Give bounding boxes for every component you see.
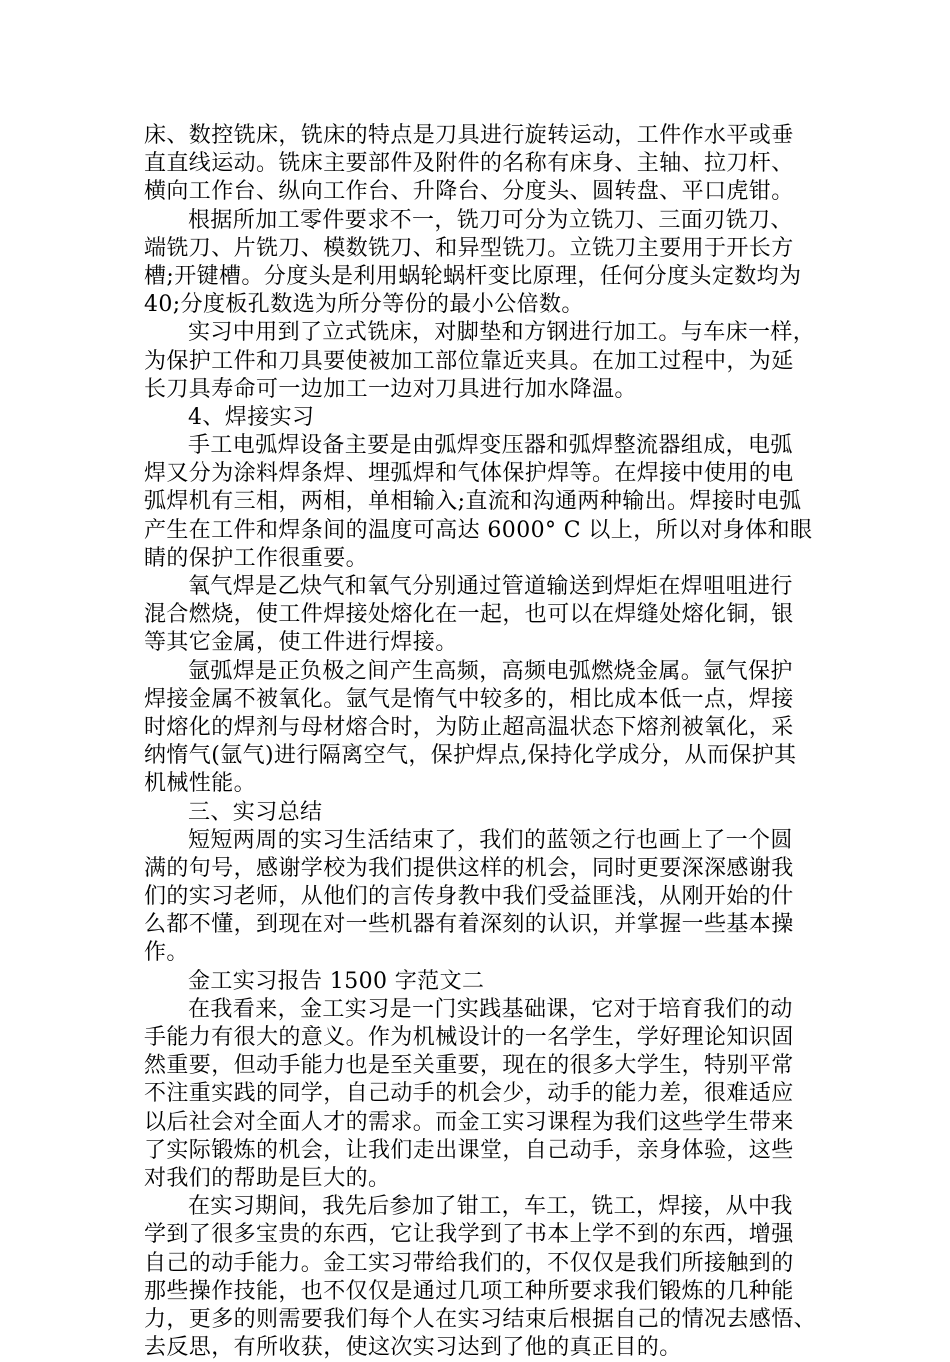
- text-line: 时熔化的焊剂与母材熔合时，为防止超高温状态下熔剂被氧化，采: [144, 714, 794, 740]
- text-line: 对我们的帮助是巨大的。: [144, 1165, 391, 1191]
- text-line: 氩弧焊是正负极之间产生高频，高频电弧燃烧金属。氩气保护: [188, 658, 793, 684]
- text-line: 手工电弧焊设备主要是由弧焊变压器和弧焊整流器组成，电弧: [188, 433, 793, 459]
- text-line: 三、实习总结: [188, 799, 323, 825]
- text-line: 等其它金属，使工件进行焊接。: [144, 630, 458, 656]
- text-line: 了实际锻炼的机会，让我们走出课堂，自己动手，亲身体验，这些: [144, 1137, 794, 1163]
- text-line: 长刀具寿命可一边加工一边对刀具进行加水降温。: [144, 376, 637, 402]
- text-line: 直直线运动。铣床主要部件及附件的名称有床身、主轴、拉刀杆、: [144, 151, 794, 177]
- text-line: 在实习期间，我先后参加了钳工，车工，铣工，焊接，从中我: [188, 1194, 793, 1220]
- text-line: 满的句号，感谢学校为我们提供这样的机会，同时更要深深感谢我: [144, 855, 794, 881]
- text-line: 40;分度板孔数选为所分等份的最小公倍数。: [144, 292, 584, 318]
- text-line: 在我看来，金工实习是一门实践基础课，它对于培育我们的动: [188, 996, 793, 1022]
- text-line: 那些操作技能，也不仅仅是通过几项工种所要求我们锻炼的几种能: [144, 1278, 794, 1304]
- text-line: 作。: [144, 940, 189, 966]
- text-line: 实习中用到了立式铣床，对脚垫和方钢进行加工。与车床一样，: [188, 320, 816, 346]
- text-line: 么都不懂，到现在对一些机器有着深刻的认识，并掌握一些基本操: [144, 912, 794, 938]
- text-line: 学到了很多宝贵的东西，它让我学到了书本上学不到的东西，增强: [144, 1222, 794, 1248]
- text-line: 机械性能。: [144, 771, 257, 797]
- text-line: 氧气焊是乙炔气和氧气分别通过管道输送到焊炬在焊咀咀进行: [188, 574, 793, 599]
- text-line: 力，更多的则需要我们每个人在实习结束后根据自己的情况去感悟、: [144, 1306, 817, 1332]
- text-line: 然重要，但动手能力也是至关重要，现在的很多大学生，特别平常: [144, 1053, 794, 1079]
- text-line: 以后社会对全面人才的需求。而金工实习课程为我们这些学生带来: [144, 1109, 794, 1135]
- text-line: 混合燃烧，使工件焊接处熔化在一起，也可以在焊缝处熔化铜，银: [144, 602, 794, 628]
- text-line: 去反思，有所收获，使这次实习达到了他的真正目的。: [144, 1335, 682, 1361]
- text-line: 自己的动手能力。金工实习带给我们的，不仅仅是我们所接触到的: [144, 1250, 794, 1276]
- text-line: 金工实习报告 1500 字范文二: [188, 968, 485, 994]
- text-line: 们的实习老师，从他们的言传身教中我们受益匪浅，从刚开始的什: [144, 884, 794, 910]
- text-line: 槽;开键槽。分度头是利用蜗轮蜗杆变比原理，任何分度头定数均为: [144, 263, 802, 289]
- text-line: 床、数控铣床，铣床的特点是刀具进行旋转运动，工件作水平或垂: [144, 123, 794, 148]
- text-line: 纳惰气(氩气)进行隔离空气，保护焊点,保持化学成分，从而保护其: [144, 743, 797, 769]
- text-line: 端铣刀、片铣刀、模数铣刀、和异型铣刀。立铣刀主要用于开长方: [144, 235, 794, 261]
- text-line: 为保护工件和刀具要使被加工部位靠近夹具。在加工过程中，为延: [144, 348, 794, 374]
- text-line: 4、焊接实习: [188, 404, 315, 430]
- text-line: 不注重实践的同学，自己动手的机会少，动手的能力差，很难适应: [144, 1081, 794, 1107]
- text-line: 横向工作台、纵向工作台、升降台、分度头、圆转盘、平口虎钳。: [144, 179, 794, 205]
- document-body: [144, 122, 816, 1362]
- text-line: 焊又分为涂料焊条焊、埋弧焊和气体保护焊等。在焊接中使用的电: [144, 461, 794, 487]
- text-line: 睛的保护工作很重要。: [144, 545, 369, 571]
- text-line: 短短两周的实习生活结束了，我们的蓝领之行也画上了一个圆: [188, 827, 793, 853]
- text-line: 弧焊机有三相，两相，单相输入;直流和沟通两种输出。焊接时电弧: [144, 489, 802, 515]
- text-line: 焊接金属不被氧化。氩气是惰气中较多的，相比成本低一点，焊接: [144, 686, 794, 712]
- text-line: 根据所加工零件要求不一，铣刀可分为立铣刀、三面刃铣刀、: [188, 207, 793, 233]
- text-line: 产生在工件和焊条间的温度可高达 6000° C 以上，所以对身体和眼: [144, 517, 813, 543]
- text-line: 手能力有很大的意义。作为机械设计的一名学生，学好理论知识固: [144, 1025, 794, 1050]
